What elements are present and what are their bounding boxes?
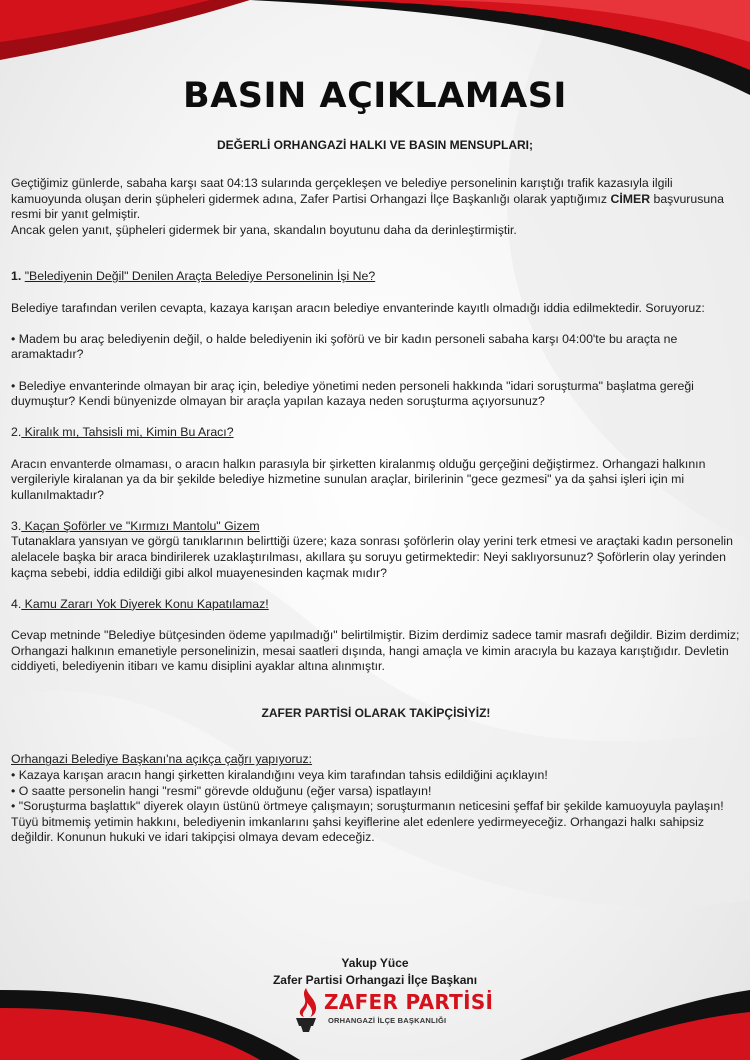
- section-1-title: "Belediyenin Değil" Denilen Araçta Belediye Personelinin İşi Ne?: [24, 269, 376, 284]
- call-heading: Orhangazi Belediye Başkanı'na açıkça çağrı yapıyoruz:: [11, 752, 313, 767]
- intro-text-2: başvurusuna resmi bir yanıt gelmiştir.: [11, 191, 724, 222]
- body-text: [11, 176, 741, 846]
- section-2-number: 2.: [11, 425, 22, 440]
- section-3-title: Kaçan Şoförler ve "Kırmızı Mantolu" Gizem: [21, 518, 260, 533]
- call-bullet-2: • O saatte personelin hangi "resmi" görevde olduğunu (eğer varsa) ispatlayın!: [11, 783, 432, 798]
- closing-paragraph: Tüyü bitmemiş yetimin hakkını, belediyenin imkanlarını şahsi keyiflerine alet edenlere yedirmeyeceğiz. Orhangazi halkı sahipsiz değildir. Konunun hukuki ve idari takipçisi olmaya devam edeceğiz.: [11, 814, 705, 845]
- section-1-bullet-1: • Madem bu araç belediyenin değil, o halde belediyenin iki şoförü ve bir kadın personeli sabaha karşı 04:00'te bu araçta ne aramaktadır?: [11, 331, 678, 362]
- section-3-heading: [11, 519, 741, 535]
- signature-block: [0, 955, 750, 989]
- logo-subtitle: ORHANGAZİ İLÇE BAŞKANLIĞI: [328, 1016, 447, 1025]
- intro-text-1: Geçtiğimiz günlerde, sabaha karşı saat 04:13 sularında gerçekleşen ve belediye personelinin karıştığı trafik kazasıyla ilgili kamuoyunda oluşan derin şüpheleri gidermek adına, Zafer Partisi Orhangazi İlçe Başkanlığı olarak yaptığımız: [11, 176, 673, 206]
- section-3-paragraph: Tutanaklara yansıyan ve görgü tanıklarının belirttiği üzere; kaza sonrası şoförlerin olay yerini terk etmesi ve araçtaki kadın personelin alelacele başka bir araca bindirilerek uzaklaştırılması, akıllara şu soruyu getirmektedir: Neyi saklıyorsunuz? Şoförlerin olay yerinden kaçma sebebi, iddia edildiği gibi alkol muayenesinden kaçmak mıdır?: [11, 534, 734, 580]
- logo-name: ZAFER PARTİSİ: [324, 990, 494, 1014]
- party-logo: [288, 986, 494, 1038]
- section-4-heading: [11, 597, 741, 613]
- section-4-title: Kamu Zararı Yok Diyerek Konu Kapatılamaz!: [21, 596, 269, 611]
- call-bullet-1: • Kazaya karışan aracın hangi şirketten kiralandığını veya kim tarafından tahsis edildiğini açıklayın!: [11, 768, 548, 782]
- section-2-paragraph: Aracın envanterde olmaması, o aracın halkın parasıyla bir şirketten kiralanmış olduğu gerçeğini değiştirmez. Orhangazi halkının vergileriyle kiralanan ya da bir şekilde belediye hizmetine sunulan araçlar, birilerinin "gece gezmesi" ya da şahsi işleri için mi kullanılmaktadır?: [11, 456, 706, 502]
- cimer-text: CİMER: [610, 191, 651, 206]
- section-4-number: 4.: [11, 596, 22, 611]
- salutation: DEĞERLİ ORHANGAZİ HALKI VE BASIN MENSUPLARI;: [216, 138, 533, 152]
- page-title: BASIN AÇIKLAMASI: [183, 76, 567, 116]
- signature-name: Yakup Yüce: [341, 956, 409, 970]
- intro-paragraph: [11, 176, 741, 223]
- torch-flame-icon: [288, 986, 324, 1034]
- signature-title: Zafer Partisi Orhangazi İlçe Başkanı: [272, 973, 478, 987]
- section-3-number: 3.: [11, 518, 22, 533]
- section-1-number: 1.: [11, 269, 22, 284]
- section-1-heading: [11, 269, 741, 285]
- section-1-paragraph: Belediye tarafından verilen cevapta, kazaya karışan aracın belediye envanterinde kayıtlı olmadığı iddia edilmektedir. Soruyoruz:: [11, 300, 705, 315]
- section-2-title: Kiralık mı, Tahsisli mi, Kimin Bu Aracı?: [21, 425, 234, 440]
- section-1-bullet-2: • Belediye envanterinde olmayan bir araç için, belediye yönetimi neden personeli hakkında "idari soruşturma" başlatma gereği duymuştur? Kendi bünyenizde olmayan bir araçla yapılan kazaya neden soruşturma açıyorsunuz?: [11, 378, 694, 409]
- intro-paragraph-2: Ancak gelen yanıt, şüpheleri gidermek bir yana, skandalın boyutunu daha da derinleştirmiştir.: [11, 222, 517, 237]
- section-2-heading: [11, 425, 741, 441]
- followup-statement: ZAFER PARTİSİ OLARAK TAKİPÇİSİYİZ!: [261, 705, 491, 720]
- section-4-paragraph: Cevap metninde "Belediye bütçesinden ödeme yapılmadığı" belirtilmiştir. Bizim derdimiz sadece tamir masrafı değildir. Bizim derdimiz; Orhangazi halkının emanetiyle personelinizin, mesai saatleri dışında, hangi amaçla ve kimin aracıyla bu kazaya karıştığıdır. Devletin ciddiyeti, belediyenin itibarı ve kamu disiplini ayaklar altına alınmıştır.: [11, 628, 740, 674]
- call-bullet-3: • "Soruşturma başlattık" diyerek olayın üstünü örtmeye çalışmayın; soruşturmanın neticesini şeffaf bir şekilde kamuoyuyla paylaşın!: [11, 799, 724, 814]
